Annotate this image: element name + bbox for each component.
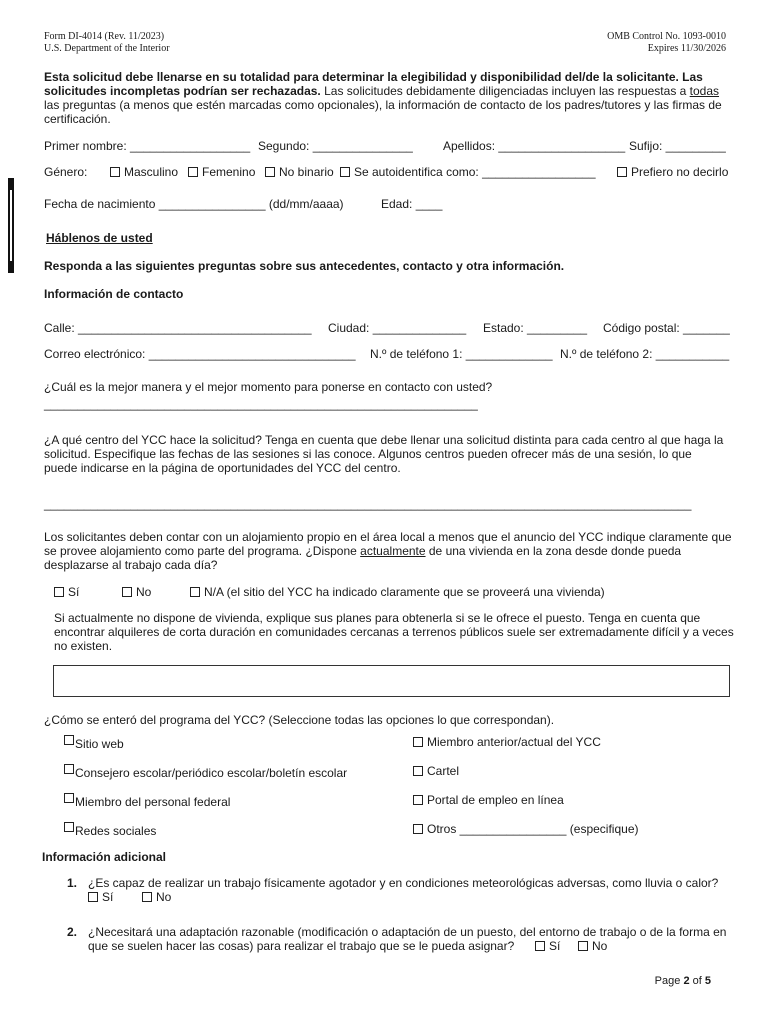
question-2-number: 2. bbox=[67, 925, 78, 939]
housing-option-no[interactable]: No bbox=[122, 585, 151, 599]
checkbox-icon[interactable] bbox=[64, 735, 74, 745]
gender-option-prefer-not[interactable]: Prefiero no decirlo bbox=[617, 165, 728, 179]
checkbox-icon[interactable] bbox=[110, 167, 120, 177]
intro-text: Las solicitudes debidamente diligenciadas incluyen las respuestas a bbox=[320, 84, 690, 98]
form-number: Form DI-4014 (Rev. 11/2023) bbox=[44, 31, 165, 42]
additional-info-title: Información adicional bbox=[42, 850, 167, 864]
housing-plan-text-box[interactable] bbox=[53, 665, 730, 697]
referral-option-poster[interactable]: Cartel bbox=[413, 764, 459, 778]
section-title-about-you: Háblenos de usted bbox=[46, 231, 153, 245]
referral-option-job-portal[interactable]: Portal de empleo en línea bbox=[413, 793, 564, 807]
intro-underlined-word: todas bbox=[689, 84, 720, 98]
housing-option-na[interactable]: N/A (el sitio del YCC ha indicado claramente que se proveerá una vivienda) bbox=[190, 585, 605, 599]
referral-option-ycc-member[interactable]: Miembro anterior/actual del YCC bbox=[413, 735, 601, 749]
question-2-option-yes[interactable]: Sí bbox=[535, 939, 560, 953]
ycc-center-question: ¿A qué centro del YCC hace la solicitud? Tenga en cuenta que debe llenar una solicitud distinta para cada centro al que haga la solicitud. Especifique las fechas de las sesiones si las conoce. Algunos centros pueden ofrecer más de una sesión, lo que puede indicarse en la página de oportunidades del YCC del centro. bbox=[44, 433, 724, 475]
referral-option-other[interactable]: Otros ________________ (especifique) bbox=[413, 822, 639, 836]
age-field[interactable]: Edad: ____ bbox=[381, 197, 443, 211]
checkbox-icon[interactable] bbox=[535, 941, 545, 951]
intro-paragraph bbox=[44, 70, 728, 126]
checkbox-icon[interactable] bbox=[413, 824, 423, 834]
zip-code-field[interactable]: Código postal: _______ bbox=[603, 321, 730, 335]
date-of-birth-field[interactable]: Fecha de nacimiento ________________ (dd/mm/aaaa) bbox=[44, 197, 344, 211]
gender-option-male[interactable]: Masculino bbox=[110, 165, 178, 179]
referral-option-school[interactable]: Consejero escolar/periódico escolar/boletín escolar bbox=[64, 764, 347, 780]
housing-explanation-prompt: Si actualmente no dispone de vivienda, explique sus planes para obtenerla si se le ofrece el puesto. Tenga en cuenta que encontrar alquileres de corta duración en comunidades cercanas a terrenos públicos suele ser extremadamente difícil y a veces no existen. bbox=[54, 611, 734, 653]
ycc-center-answer-line[interactable]: _________________________________________________________________________________________________ bbox=[44, 497, 692, 511]
checkbox-icon[interactable] bbox=[188, 167, 198, 177]
best-contact-question: ¿Cuál es la mejor manera y el mejor momento para ponerse en contacto con usted? bbox=[44, 380, 493, 394]
last-name-field[interactable]: Apellidos: ___________________ bbox=[443, 139, 626, 153]
checkbox-icon[interactable] bbox=[88, 892, 98, 902]
checkbox-icon[interactable] bbox=[340, 167, 350, 177]
referral-option-social-media[interactable]: Redes sociales bbox=[64, 822, 156, 838]
checkbox-icon[interactable] bbox=[64, 793, 74, 803]
housing-underlined-word: actualmente bbox=[360, 544, 426, 558]
intro-tail-text: las preguntas (a menos que estén marcadas como opcionales), la información de contacto de los padres/tutores y las firmas de certificación. bbox=[44, 98, 722, 126]
referral-option-website[interactable]: Sitio web bbox=[64, 735, 124, 751]
checkbox-icon[interactable] bbox=[122, 587, 132, 597]
city-field[interactable]: Ciudad: ______________ bbox=[328, 321, 467, 335]
contact-section-title: Información de contacto bbox=[44, 287, 184, 301]
street-field[interactable]: Calle: ___________________________________ bbox=[44, 321, 312, 335]
expiration-date: Expires 11/30/2026 bbox=[647, 43, 726, 54]
question-2-option-no[interactable]: No bbox=[578, 939, 607, 953]
middle-name-field[interactable]: Segundo: _______________ bbox=[258, 139, 413, 153]
question-1-number: 1. bbox=[67, 876, 78, 890]
question-2-text-line-1: ¿Necesitará una adaptación razonable (modificación o adaptación de un puesto, del entorno de trabajo o de la forma en bbox=[88, 925, 727, 939]
housing-question: Los solicitantes deben contar con un alojamiento propio en el área local a menos que el anuncio del YCC indique claramente que se provee alojamiento como parte del programa. ¿Dispone actualmente de una vivienda en la zona desde donde pueda desplazarse al trabajo cada día? bbox=[44, 530, 732, 572]
first-name-field[interactable]: Primer nombre: __________________ bbox=[44, 139, 251, 153]
suffix-field[interactable]: Sufijo: _________ bbox=[629, 139, 726, 153]
question-2-text-line-2: que se suelen hacer las cosas) para realizar el trabajo que se le pueda asignar? bbox=[88, 939, 515, 953]
checkbox-icon[interactable] bbox=[578, 941, 588, 951]
page-number: Page 2 of 5 bbox=[654, 975, 711, 987]
gender-option-nonbinary[interactable]: No binario bbox=[265, 165, 334, 179]
phone-2-field[interactable]: N.º de teléfono 2: ___________ bbox=[560, 347, 730, 361]
intro-bold-text: Esta solicitud debe llenarse en su totalidad para determinar la elegibilidad y disponibilidad del/de la solicitante. Las solicitudes incompletas podrían ser rechazadas. bbox=[44, 70, 703, 98]
checkbox-icon[interactable] bbox=[64, 822, 74, 832]
question-1-option-no[interactable]: No bbox=[142, 890, 171, 904]
gender-label: Género: bbox=[44, 165, 88, 179]
checkbox-icon[interactable] bbox=[265, 167, 275, 177]
gender-option-self-identify[interactable]: Se autoidentifica como: _________________ bbox=[340, 165, 596, 179]
phone-1-field[interactable]: N.º de teléfono 1: _____________ bbox=[370, 347, 553, 361]
checkbox-icon[interactable] bbox=[413, 766, 423, 776]
checkbox-icon[interactable] bbox=[54, 587, 64, 597]
state-field[interactable]: Estado: _________ bbox=[483, 321, 588, 335]
gender-option-female[interactable]: Femenino bbox=[188, 165, 255, 179]
checkbox-icon[interactable] bbox=[142, 892, 152, 902]
question-1-text: ¿Es capaz de realizar un trabajo físicamente agotador y en condiciones meteorológicas adversas, como lluvia o calor? bbox=[88, 876, 719, 890]
department-name: U.S. Department of the Interior bbox=[44, 43, 170, 54]
section-instruction: Responda a las siguientes preguntas sobre sus antecedentes, contacto y otra información. bbox=[44, 259, 565, 273]
checkbox-icon[interactable] bbox=[413, 795, 423, 805]
email-field[interactable]: Correo electrónico: _______________________________ bbox=[44, 347, 356, 361]
checkbox-icon[interactable] bbox=[64, 764, 74, 774]
checkbox-icon[interactable] bbox=[190, 587, 200, 597]
checkbox-icon[interactable] bbox=[617, 167, 627, 177]
margin-bracket-mark bbox=[8, 178, 14, 273]
omb-control-number: OMB Control No. 1093-0010 bbox=[607, 31, 726, 42]
referral-option-federal-staff[interactable]: Miembro del personal federal bbox=[64, 793, 230, 809]
housing-option-yes[interactable]: Sí bbox=[54, 585, 79, 599]
referral-question: ¿Cómo se enteró del programa del YCC? (Seleccione todas las opciones lo que correspondan). bbox=[44, 713, 555, 727]
checkbox-icon[interactable] bbox=[413, 737, 423, 747]
question-1-option-yes[interactable]: Sí bbox=[88, 890, 113, 904]
best-contact-answer-line[interactable]: _________________________________________________________________ bbox=[44, 397, 478, 411]
